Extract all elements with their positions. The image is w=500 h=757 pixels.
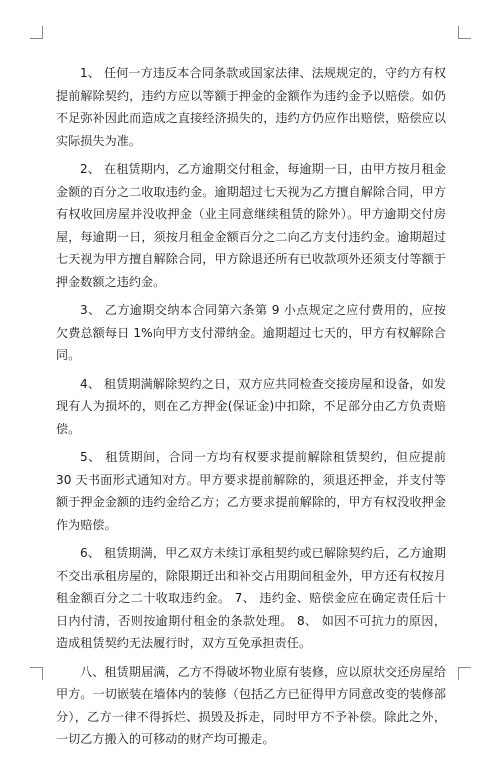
clause-paragraph-3: 3、 乙方逾期交纳本合同第六条第 9 小点规定之应付费用的，应按欠费总额每日 1%向甲方支付滞纳金。逾期超过七天的，甲方有权解除合同。 bbox=[56, 303, 446, 362]
clause-paragraph-1: 1、 任何一方违反本合同条款或国家法律、法规规定的，守约方有权提前解除契约，违约方应以等额于押金的金额作为违约金予以赔偿。如仍不足弥补因此而造成之直接经济损失的，违约方仍应作出赔偿，赔偿应以实际损失为准。 bbox=[56, 66, 446, 148]
clause-paragraph-6: 6、 租赁期满，甲乙双方未续订承租契约或已解除契约后，乙方逾期不交出承租房屋的，除限期迁出和补交占用期间租金外，甲方还有权按月租金额百分之二十收取违约金。 7、 违约金、赔偿金应在确定责任后十日内付清，否则按逾期付租金的条款处理。 8、 如因不可抗力的原因，造成租赁契约无法履行时，双方互免承担责任。 bbox=[56, 546, 446, 650]
clause-paragraph-2: 2、 在租赁期内，乙方逾期交付租金，每逾期一日，由甲方按月租金金额的百分之二收取违约金。逾期超过七天视为乙方擅自解除合同，甲方有权收回房屋并没收押金（业主同意继续租赁的除外）。甲方逾期交付房屋，每逾期一日，须按月租金金额百分之二向乙方支付违约金。逾期超过七天视为甲方擅自解除合同，甲方除退还所有已收款项外还须支付等额于押金数额之违约金。 bbox=[56, 162, 446, 289]
clause-paragraph-8: 八、租赁期届满，乙方不得破坏物业原有装修，应以原状交还房屋给甲方。一切嵌装在墙体内的装修（包括乙方已征得甲方同意改变的装修部分），乙方一律不得拆烂、损毁及拆走，同时甲方不予补偿。除此之外，一切乙方搬入的可移动的财产均可搬走。 bbox=[56, 664, 446, 746]
crop-mark-top-right bbox=[458, 26, 471, 39]
crop-mark-top-left bbox=[30, 26, 43, 39]
clause-paragraph-4: 4、 租赁期满解除契约之日，双方应共同检查交接房屋和设备，如发现有人为损坏的，则在乙方押金(保证金)中扣除，不足部分由乙方负责赔偿。 bbox=[56, 376, 446, 436]
crop-mark-bottom-right bbox=[458, 667, 471, 680]
crop-mark-bottom-left bbox=[30, 667, 43, 680]
document-body bbox=[56, 62, 446, 757]
clause-paragraph-5: 5、 租赁期间，合同一方均有权要求提前解除租赁契约，但应提前 30 天书面形式通知对方。甲方要求提前解除的，须退还押金，并支付等额于押金金额的违约金给乙方；乙方要求提前解除的，甲方有权没收押金作为赔偿。 bbox=[56, 450, 446, 532]
